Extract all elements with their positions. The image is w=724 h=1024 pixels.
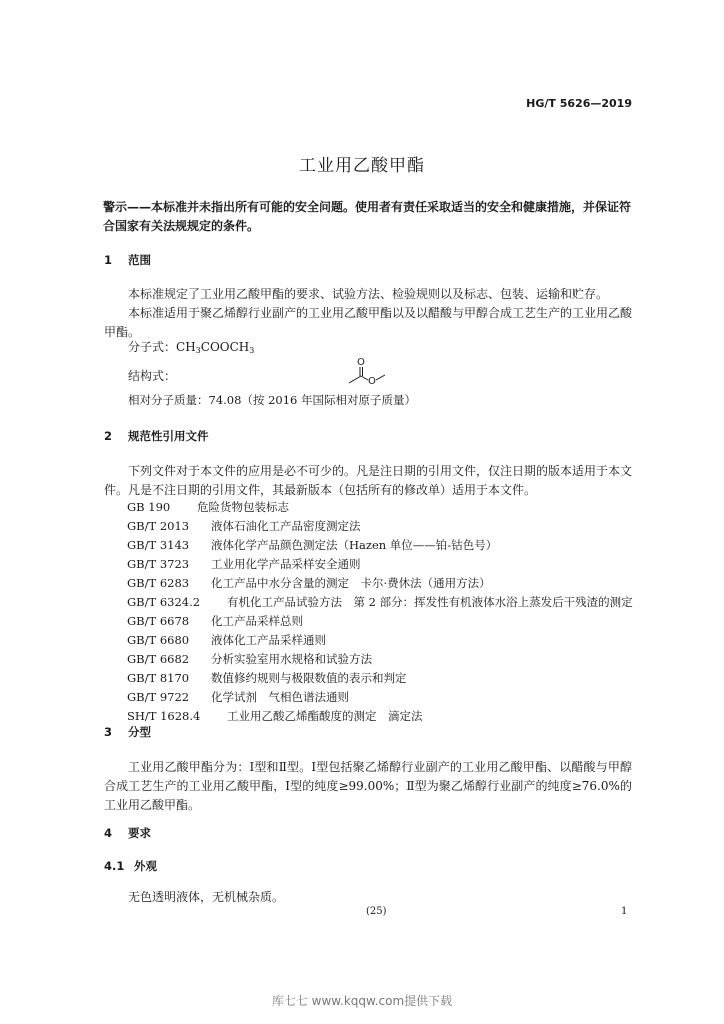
section-4-title: 要求 xyxy=(128,826,151,840)
scope-paragraph-1: 本标准规定了工业用乙酸甲酯的要求、试验方法、检验规则以及标志、包装、运输和贮存。 xyxy=(128,287,609,301)
section-2-number: 2 xyxy=(104,429,113,443)
reference-title: 液体化学产品颜色测定法（Hazen 单位——铂-钴色号） xyxy=(211,538,498,552)
molecular-formula xyxy=(128,338,254,360)
reference-code: GB/T 6682 xyxy=(127,652,190,666)
safety-warning: 警示——本标准并未指出所有可能的安全问题。使用者有责任采取适当的安全和健康措施，并保证符合国家有关法规规定的条件。 xyxy=(103,200,632,233)
reference-title: 数值修约规则与极限数值的表示和判定 xyxy=(211,671,407,685)
structural-formula-icon xyxy=(343,354,389,386)
formula-label: 分子式： xyxy=(128,340,177,354)
reference-item xyxy=(127,689,349,705)
reference-code: GB/T 6283 xyxy=(127,576,190,590)
reference-title: 分析实验室用水规格和试验方法 xyxy=(211,652,372,666)
reference-title: 化学试剂 气相色谱法通则 xyxy=(211,690,349,704)
reference-item xyxy=(127,594,633,610)
reference-item xyxy=(127,651,372,667)
reference-code: GB/T 6678 xyxy=(127,614,190,628)
section-3-heading xyxy=(104,724,151,740)
reference-item xyxy=(127,556,361,572)
subsection-4-1-title: 外观 xyxy=(134,859,157,873)
reference-code: GB/T 9722 xyxy=(127,690,190,704)
formula-sub-2: 3 xyxy=(249,346,255,355)
molecular-mass: 相对分子质量：74.08（按 2016 年国际相对原子质量） xyxy=(128,393,416,407)
reference-item xyxy=(127,670,407,686)
reference-item xyxy=(127,537,497,553)
carbonyl-oxygen-label: O xyxy=(357,357,365,368)
page-number: 1 xyxy=(621,906,628,917)
ester-oxygen-label: O xyxy=(368,376,376,386)
section-2-title: 规范性引用文件 xyxy=(128,429,209,443)
reference-title: 化工产品采样总则 xyxy=(211,614,303,628)
reference-item xyxy=(127,632,326,648)
reference-code: SH/T 1628.4 xyxy=(127,709,201,723)
section-1-heading xyxy=(104,252,151,268)
formula-part-2: COOCH xyxy=(200,340,250,354)
subsection-4-1-number: 4.1 xyxy=(104,859,125,873)
reference-code: GB/T 6324.2 xyxy=(127,595,201,609)
document-title: 工业用乙酸甲酯 xyxy=(299,156,425,176)
reference-code: GB/T 3143 xyxy=(127,538,190,552)
reference-code: GB 190 xyxy=(127,500,171,514)
reference-title: 液体化工产品采样通则 xyxy=(211,633,326,647)
section-4-number: 4 xyxy=(104,826,113,840)
section-3-number: 3 xyxy=(104,725,113,739)
reference-code: GB/T 8170 xyxy=(127,671,190,685)
reference-item xyxy=(127,499,289,515)
section-3-title: 分型 xyxy=(128,725,151,739)
reference-item xyxy=(127,708,423,724)
reference-title: 危险货物包装标志 xyxy=(197,500,289,514)
reference-title: 工业用乙酸乙烯酯酸度的测定 滴定法 xyxy=(227,709,423,723)
section-2-heading xyxy=(104,428,209,444)
reference-title: 化工产品中水分含量的测定 卡尔·费休法（通用方法） xyxy=(211,576,491,590)
standard-code: HG/T 5626—2019 xyxy=(526,97,632,110)
reference-item xyxy=(127,575,491,591)
references-intro: 下列文件对于本文件的应用是必不可少的。凡是注日期的引用文件，仅注日期的版本适用于本文件。凡是不注日期的引用文件，其最新版本（包括所有的修改单）适用于本文件。 xyxy=(104,464,633,497)
formula-part-1: CH xyxy=(176,340,196,354)
section-1-number: 1 xyxy=(104,253,113,267)
reference-code: GB/T 3723 xyxy=(127,557,190,571)
reference-item xyxy=(127,613,303,629)
reference-title: 工业用化学产品采样安全通则 xyxy=(211,557,361,571)
structure-label: 结构式： xyxy=(128,369,177,383)
subsection-4-1-heading xyxy=(104,858,157,874)
reference-title: 有机化工产品试验方法 第 2 部分：挥发性有机液体水浴上蒸发后干残渣的测定 xyxy=(227,595,633,609)
reference-item xyxy=(127,518,361,534)
reference-code: GB/T 2013 xyxy=(127,519,190,533)
classification-paragraph: 工业用乙酸甲酯分为：Ⅰ型和Ⅱ型。Ⅰ型包括聚乙烯醇行业副产的工业用乙酸甲酯、以醋酸与甲醇合成工艺生产的工业用乙酸甲酯，Ⅰ型的纯度≥99.00%；Ⅱ型为聚乙烯醇行业副产的纯度≥76.0%的工业用乙酸甲酯。 xyxy=(104,760,632,812)
reference-title: 液体石油化工产品密度测定法 xyxy=(211,519,361,533)
section-4-heading xyxy=(104,825,151,841)
page-footer-center: (25) xyxy=(366,906,387,917)
download-watermark: 库七七 www.kqqw.com提供下载 xyxy=(271,994,453,1008)
formula-sub-1: 3 xyxy=(195,346,201,355)
section-1-title: 范围 xyxy=(128,253,151,267)
reference-code: GB/T 6680 xyxy=(127,633,190,647)
appearance-requirement: 无色透明液体，无机械杂质。 xyxy=(128,890,285,904)
scope-paragraph-2: 本标准适用于聚乙烯醇行业副产的工业用乙酸甲酯以及以醋酸与甲醇合成工艺生产的工业用乙酸甲酯。 xyxy=(104,306,633,339)
